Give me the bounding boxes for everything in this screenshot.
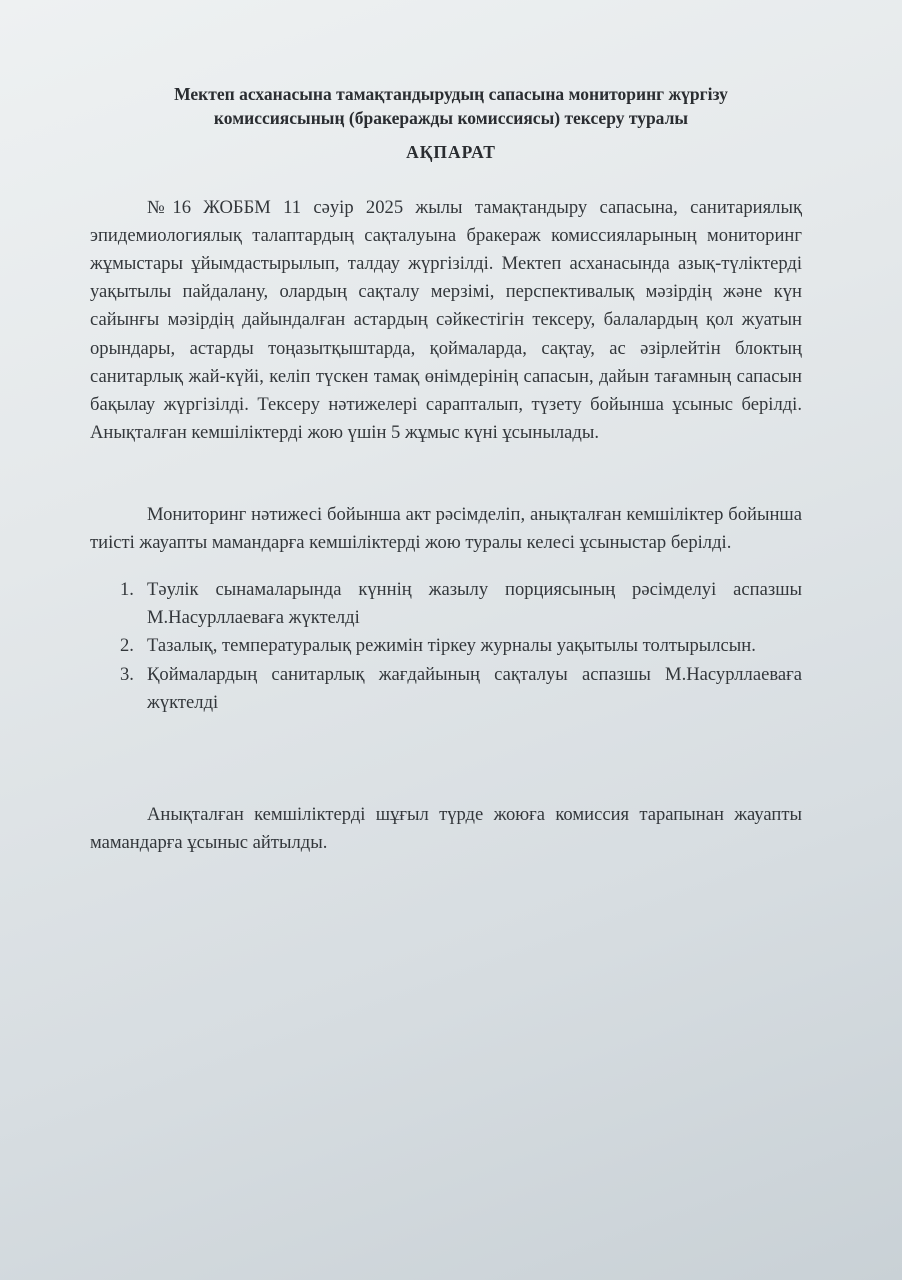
title-line-1: Мектеп асханасына тамақтандырудың сапасына мониторинг жүргізу xyxy=(174,84,728,104)
recommendations-list xyxy=(120,576,802,717)
paragraph-intro: №16 ЖОББМ 11 сәуір 2025 жылы тамақтандыру сапасына, санитариялық эпидемиологиялық талаптардың сақталуына бракераж комиссияларының мониторинг жұмыстары ұйымдастырылып, талдау жүргізілді. Мектеп асханасында азық-түліктерді уақытылы пайдалану, олардың сақталу мерзімі, перспективалық мәзірдің және күн сайынғы мәзірдің дайындалған астардың сәйкестігін тексеру, балалардың қол жуатын орындары, астарды тоңазытқыштарда, қоймаларда, сақтау, ас әзірлейтін блоктың санитарлық жай-күйі, келіп түскен тамақ өнімдерінің сапасын, дайын тағамның сапасын бақылау жүргізілді. Тексеру нәтижелері сарапталып, түзету бойынша ұсыныс берілді. Анықталған кемшіліктерді жою үшін 5 жұмыс күні ұсынылады. xyxy=(90,196,802,444)
list-item xyxy=(120,661,802,717)
document-heading: АҚПАРАТ xyxy=(406,142,496,162)
list-item-text: Тазалық, температуралық режимін тіркеу журналы уақытылы толтырылсын. xyxy=(147,635,756,657)
list-item-text: Тәулік сынамаларында күннің жазылу порциясының рәсімделуі аспазшы М.Насурллаеваға жүктелді xyxy=(147,579,802,629)
title-line-2: комиссиясының (бракеражды комиссиясы) тексеру туралы xyxy=(213,108,689,128)
list-item-number: 3. xyxy=(120,663,134,685)
paragraph-conclusion: Анықталған кемшіліктерді шұғыл түрде жоюға комиссия тарапынан жауапты мамандарға ұсыныс айтылды. xyxy=(90,803,802,853)
list-item-text: Қоймалардың санитарлық жағдайының сақталуы аспазшы М.Насурллаеваға жүктелді xyxy=(147,663,802,713)
paragraph-monitoring-result: Мониторинг нәтижесі бойынша акт рәсімделіп, анықталған кемшіліктер бойынша тиісті жауапты мамандарға кемшіліктерді жою туралы келесі ұсыныстар берілді. xyxy=(90,503,802,553)
list-item-number: 1. xyxy=(120,579,134,600)
list-item xyxy=(120,576,802,632)
list-item xyxy=(120,632,802,660)
document-title xyxy=(90,82,812,130)
list-item-number: 2. xyxy=(120,635,134,657)
